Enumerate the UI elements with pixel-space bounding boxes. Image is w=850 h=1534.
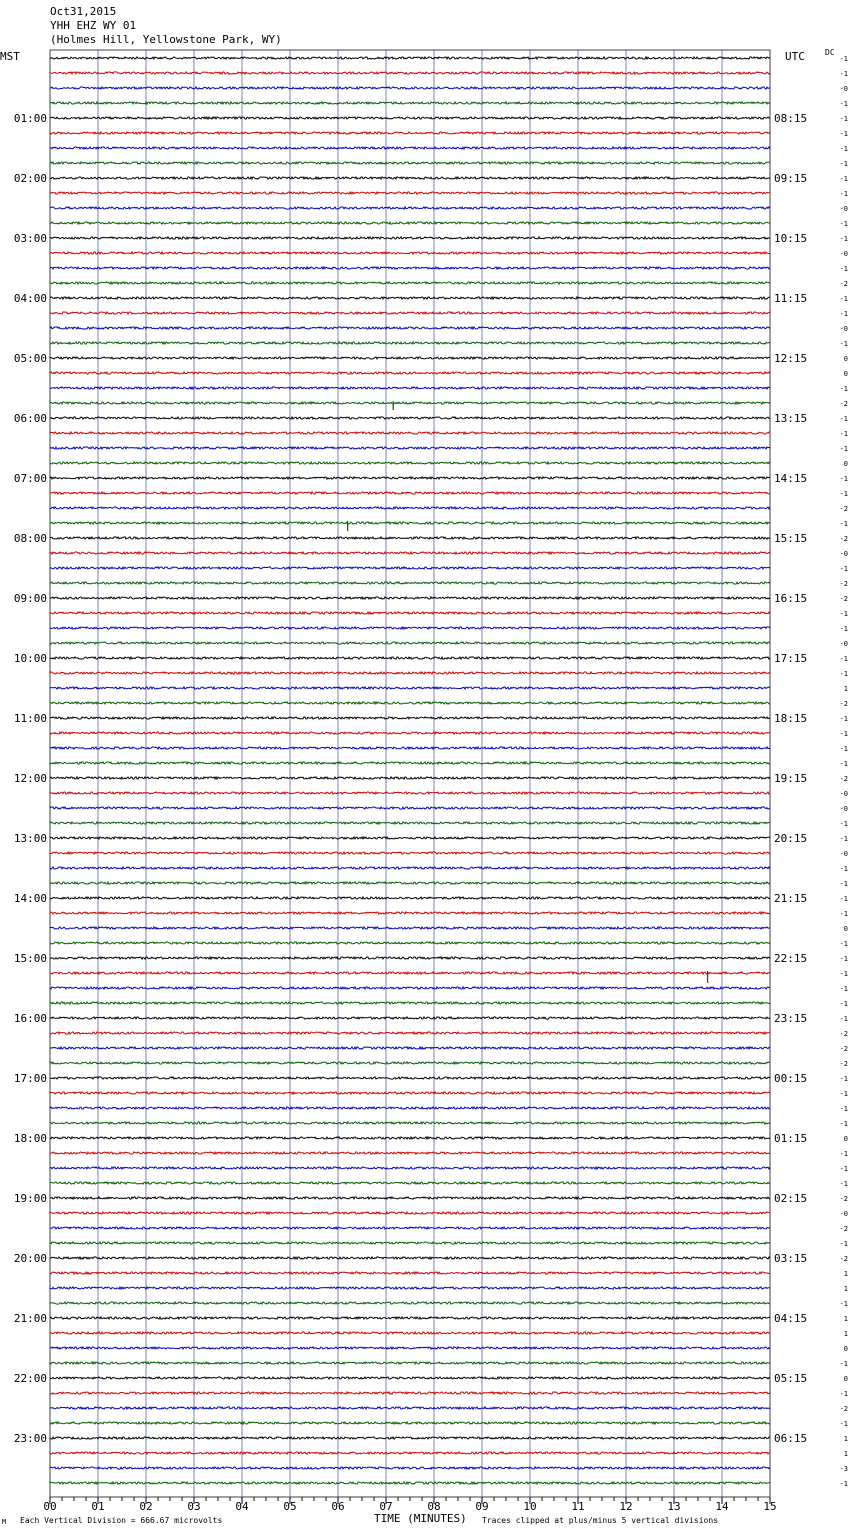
dc-offset-value: -1 [839,970,848,978]
dc-offset-value: -1 [839,1165,848,1173]
seismic-trace [50,252,770,254]
seismic-trace [50,1482,770,1484]
seismic-trace [50,372,770,374]
x-tick-label: 00 [43,1500,57,1513]
x-tick-label: 12 [619,1500,633,1513]
seismic-trace [50,1002,770,1004]
dc-offset-value: -2 [839,580,848,588]
dc-offset-value: -1 [839,895,848,903]
dc-offset-value: -1 [839,865,848,873]
dc-offset-value: -0 [839,550,848,558]
dc-offset-value: 0 [843,355,848,363]
seismic-trace [50,1467,770,1469]
x-tick-label: 11 [571,1500,585,1513]
seismic-trace [50,717,770,719]
seismic-trace [50,507,770,509]
left-hour-label: 18:00 [13,1132,47,1145]
dc-offset-value: 1 [843,1330,848,1338]
seismic-trace [50,57,770,59]
seismic-trace [50,267,770,269]
dc-offset-value: -1 [839,760,848,768]
seismic-trace [50,1392,770,1394]
seismic-trace [50,1152,770,1154]
right-timezone-label: UTC [785,50,805,63]
x-tick-label: 14 [715,1500,729,1513]
left-hour-label: 04:00 [13,292,47,305]
seismic-trace [50,312,770,314]
seismic-trace [50,1272,770,1274]
x-tick-label: 02 [139,1500,153,1513]
dc-offset-value: -2 [839,1225,848,1233]
dc-offset-value: -1 [839,430,848,438]
seismic-trace [50,627,770,629]
dc-offset-value: -1 [839,1300,848,1308]
seismic-trace [50,237,770,239]
seismic-trace [50,192,770,194]
seismic-trace [50,1182,770,1184]
clipping-note: Traces clipped at plus/minus 5 vertical divisions [482,1516,719,1525]
x-tick-label: 07 [379,1500,393,1513]
seismic-trace [50,972,770,974]
seismic-trace [50,1377,770,1379]
seismic-trace [50,1047,770,1049]
seismic-trace [50,552,770,554]
left-hour-label: 23:00 [13,1432,47,1445]
x-tick-label: 05 [283,1500,297,1513]
seismic-trace [50,1062,770,1064]
footer-mark: M [2,1518,7,1526]
dc-offset-value: 0 [843,1375,848,1383]
dc-offset-value: 1 [843,1450,848,1458]
dc-offset-value: -1 [839,835,848,843]
seismic-trace [50,462,770,464]
left-hour-label: 14:00 [13,892,47,905]
left-hour-label: 06:00 [13,412,47,425]
dc-offset-value: -1 [839,1480,848,1488]
x-tick-label: 06 [331,1500,345,1513]
seismic-trace [50,582,770,584]
seismic-trace [50,387,770,389]
right-hour-label: 10:15 [774,232,808,245]
left-hour-label: 01:00 [13,112,47,125]
seismic-trace [50,447,770,449]
right-hour-label: 16:15 [774,592,808,605]
dc-offset-value: -0 [839,640,848,648]
dc-offset-value: -1 [839,220,848,228]
seismic-trace [50,882,770,884]
dc-offset-value: -3 [839,1465,848,1473]
seismic-trace [50,1452,770,1454]
right-hour-label: 05:15 [774,1372,808,1385]
dc-offset-value: -2 [839,595,848,603]
right-hour-label: 01:15 [774,1132,808,1145]
seismic-trace [50,897,770,899]
dc-offset-value: -0 [839,790,848,798]
dc-offset-value: -1 [839,55,848,63]
seismic-trace [50,807,770,809]
dc-offset-value: -1 [839,115,848,123]
left-hour-label: 05:00 [13,352,47,365]
seismic-trace [50,417,770,419]
x-axis-title: TIME (MINUTES) [374,1512,467,1525]
seismic-trace [50,1407,770,1409]
dc-offset-value: -1 [839,565,848,573]
dc-offset-value: -1 [839,1240,848,1248]
seismic-trace [50,477,770,479]
right-hour-label: 17:15 [774,652,808,665]
right-hour-label: 04:15 [774,1312,808,1325]
dc-offset-value: -1 [839,715,848,723]
dc-offset-value: -1 [839,490,848,498]
dc-offset-value: -2 [839,1060,848,1068]
dc-offset-value: -1 [839,1420,848,1428]
right-hour-label: 23:15 [774,1012,808,1025]
seismic-trace [50,222,770,224]
dc-offset-value: -1 [839,1180,848,1188]
right-hour-label: 08:15 [774,112,808,125]
seismic-trace [50,432,770,434]
seismic-trace [50,207,770,209]
dc-offset-value: -2 [839,280,848,288]
dc-offset-value: -1 [839,655,848,663]
seismic-trace [50,282,770,284]
seismic-trace [50,537,770,539]
seismic-trace [50,117,770,119]
seismic-trace [50,612,770,614]
seismic-trace [50,1332,770,1334]
seismic-trace [50,657,770,659]
seismic-trace [50,297,770,299]
dc-offset-value: -1 [839,1015,848,1023]
dc-offset-value: -1 [839,880,848,888]
right-hour-label: 12:15 [774,352,808,365]
dc-offset-value: 0 [843,1135,848,1143]
dc-offset-value: -1 [839,1120,848,1128]
dc-offset-value: -2 [839,1195,848,1203]
seismic-trace [50,792,770,794]
dc-offset-value: -0 [839,850,848,858]
seismic-trace [50,1227,770,1229]
seismic-trace [50,102,770,104]
dc-offset-value: -2 [839,505,848,513]
x-tick-label: 09 [475,1500,489,1513]
seismic-trace [50,402,770,404]
seismic-trace [50,702,770,704]
dc-offset-value: -1 [839,130,848,138]
x-tick-label: 03 [187,1500,201,1513]
x-tick-label: 04 [235,1500,249,1513]
seismic-trace [50,687,770,689]
left-hour-label: 08:00 [13,532,47,545]
seismic-trace [50,492,770,494]
dc-offset-value: -1 [839,265,848,273]
left-hour-label: 21:00 [13,1312,47,1325]
seismic-trace [50,957,770,959]
right-hour-label: 09:15 [774,172,808,185]
seismic-trace [50,87,770,89]
seismic-trace [50,762,770,764]
dc-offset-value: -1 [839,745,848,753]
seismic-trace [50,672,770,674]
dc-offset-value: 0 [843,460,848,468]
seismic-trace [50,567,770,569]
right-hour-label: 02:15 [774,1192,808,1205]
right-hour-label: 18:15 [774,712,808,725]
dc-offset-value: -2 [839,535,848,543]
seismic-trace [50,777,770,779]
right-hour-label: 00:15 [774,1072,808,1085]
seismic-trace [50,1287,770,1289]
seismic-trace [50,1092,770,1094]
dc-offset-value: 1 [843,1435,848,1443]
dc-offset-value: -2 [839,775,848,783]
dc-offset-value: 0 [843,925,848,933]
left-hour-label: 11:00 [13,712,47,725]
seismic-trace [50,747,770,749]
dc-offset-value: -1 [839,910,848,918]
left-hour-label: 20:00 [13,1252,47,1265]
dc-offset-value: -2 [839,1255,848,1263]
seismic-trace [50,522,770,524]
seismic-trace [50,1362,770,1364]
dc-offset-value: -1 [839,415,848,423]
seismic-trace [50,72,770,74]
dc-offset-value: -1 [839,475,848,483]
seismic-trace [50,1242,770,1244]
dc-offset-value: -2 [839,400,848,408]
seismic-trace [50,1302,770,1304]
dc-offset-value: -2 [839,1030,848,1038]
dc-offset-value: -1 [839,310,848,318]
x-tick-label: 13 [667,1500,681,1513]
seismic-trace [50,177,770,179]
left-hour-label: 19:00 [13,1192,47,1205]
left-hour-label: 07:00 [13,472,47,485]
dc-offset-value: -1 [839,70,848,78]
left-timezone-label: MST [0,50,20,63]
seismic-trace [50,987,770,989]
dc-offset-value: -1 [839,145,848,153]
x-tick-label: 10 [523,1500,537,1513]
right-hour-label: 06:15 [774,1432,808,1445]
left-hour-label: 02:00 [13,172,47,185]
seismic-trace [50,837,770,839]
left-hour-label: 22:00 [13,1372,47,1385]
dc-offset-value: -1 [839,445,848,453]
right-hour-label: 20:15 [774,832,808,845]
left-hour-label: 12:00 [13,772,47,785]
seismic-trace [50,147,770,149]
right-hour-label: 15:15 [774,532,808,545]
dc-offset-value: -1 [839,1090,848,1098]
seismic-trace [50,1317,770,1319]
vertical-division-note: Each Vertical Division = 666.67 microvolts [20,1516,223,1525]
seismic-trace [50,867,770,869]
dc-offset-value: -1 [839,340,848,348]
dc-offset-value: -1 [839,100,848,108]
x-tick-label: 08 [427,1500,441,1513]
dc-offset-value: -1 [839,625,848,633]
seismic-trace [50,942,770,944]
seismic-trace [50,1347,770,1349]
dc-offset-value: -1 [839,730,848,738]
dc-offset-value: 0 [843,370,848,378]
x-tick-label: 01 [91,1500,105,1513]
seismic-trace [50,1167,770,1169]
left-hour-label: 10:00 [13,652,47,665]
seismic-trace [50,342,770,344]
right-hour-label: 21:15 [774,892,808,905]
dc-offset-value: -1 [839,940,848,948]
dc-offset-value: -0 [839,805,848,813]
left-hour-label: 03:00 [13,232,47,245]
dc-offset-value: -1 [839,610,848,618]
dc-offset-value: -1 [839,1105,848,1113]
left-hour-label: 13:00 [13,832,47,845]
seismic-trace [50,597,770,599]
seismic-trace [50,822,770,824]
right-hour-label: 11:15 [774,292,808,305]
seismic-trace [50,132,770,134]
dc-offset-value: -1 [839,1150,848,1158]
dc-offset-value: -2 [839,1405,848,1413]
dc-offset-value: -1 [839,385,848,393]
dc-offset-value: -1 [839,985,848,993]
dc-offset-value: -1 [839,1075,848,1083]
dc-offset-value: -1 [839,1000,848,1008]
plot-date: Oct31,2015 [50,5,117,18]
seismic-trace [50,357,770,359]
station-location: (Holmes Hill, Yellowstone Park, WY) [50,33,282,46]
dc-offset-value: 1 [843,1270,848,1278]
left-hour-label: 09:00 [13,592,47,605]
seismic-trace [50,327,770,329]
dc-offset-header: DC [825,48,835,57]
dc-offset-value: -1 [839,1360,848,1368]
right-hour-label: 19:15 [774,772,808,785]
seismic-trace [50,1107,770,1109]
x-tick-label: 15 [763,1500,777,1513]
right-hour-label: 03:15 [774,1252,808,1265]
seismic-trace [50,1212,770,1214]
seismic-trace [50,1077,770,1079]
dc-offset-value: -0 [839,205,848,213]
left-hour-label: 16:00 [13,1012,47,1025]
dc-offset-value: -0 [839,250,848,258]
seismic-trace [50,732,770,734]
dc-offset-value: -1 [839,175,848,183]
right-hour-label: 14:15 [774,472,808,485]
dc-offset-value: 1 [843,1315,848,1323]
dc-offset-value: -0 [839,325,848,333]
seismic-trace [50,1032,770,1034]
dc-offset-value: -1 [839,190,848,198]
dc-offset-value: 0 [843,1345,848,1353]
seismic-trace [50,162,770,164]
seismic-trace [50,1197,770,1199]
dc-offset-value: 1 [843,1285,848,1293]
dc-offset-value: -1 [839,670,848,678]
left-hour-label: 17:00 [13,1072,47,1085]
dc-offset-value: -1 [839,295,848,303]
dc-offset-value: -1 [839,820,848,828]
dc-offset-value: -2 [839,700,848,708]
right-hour-label: 22:15 [774,952,808,965]
dc-offset-value: -1 [839,160,848,168]
seismic-trace [50,852,770,854]
station-code: YHH EHZ WY 01 [50,19,137,32]
dc-offset-value: -0 [839,85,848,93]
dc-offset-value: -2 [839,1045,848,1053]
seismic-trace [50,1017,770,1019]
dc-offset-value: -0 [839,1210,848,1218]
dc-offset-value: -1 [839,235,848,243]
seismic-trace [50,1422,770,1424]
seismic-trace [50,1257,770,1259]
seismic-trace [50,927,770,929]
right-hour-label: 13:15 [774,412,808,425]
seismic-trace [50,912,770,914]
dc-offset-value: 1 [843,685,848,693]
seismic-trace [50,1137,770,1139]
dc-offset-value: -1 [839,520,848,528]
dc-offset-value: -1 [839,955,848,963]
dc-offset-value: -1 [839,1390,848,1398]
seismic-trace [50,1437,770,1439]
left-hour-label: 15:00 [13,952,47,965]
seismic-trace [50,642,770,644]
seismic-trace [50,1122,770,1124]
